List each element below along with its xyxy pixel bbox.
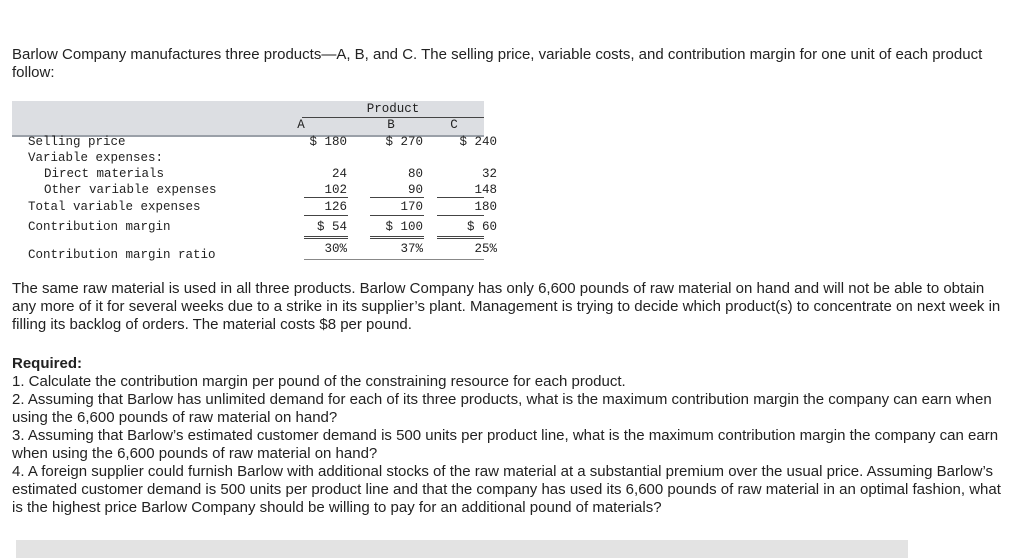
rule-a-total xyxy=(304,215,348,216)
required-list xyxy=(12,373,1002,517)
row-label-variable-expenses: Variable expenses: xyxy=(28,151,164,165)
direct-materials-c: 32 xyxy=(481,167,497,181)
contribution-margin-b: $ 100 xyxy=(385,220,423,234)
selling-price-a: $ 180 xyxy=(309,135,347,149)
intro-paragraph: Barlow Company manufactures three products—A, B, and C. The selling price, variable costs, and contribution margin for one unit of each product follow: xyxy=(12,46,983,81)
cm-ratio-a: 30% xyxy=(324,242,347,256)
product-group-header: Product xyxy=(366,102,420,116)
row-label-total-variable: Total variable expenses xyxy=(28,200,201,214)
required-item-4: 4. A foreign supplier could furnish Barlow with additional stocks of the raw material at a substantial premium over the usual price. Assuming Barlow’s estimated customer demand is 500 units per product line and that the company has used its 6,600 pounds of raw material in an optimal fashion, what is the highest price Barlow Company should be willing to pay for an additional pound of materials? xyxy=(12,463,1001,516)
other-variable-c: 148 xyxy=(474,183,497,197)
total-variable-b: 170 xyxy=(400,200,423,214)
direct-materials-a: 24 xyxy=(331,167,347,181)
contribution-margin-a: $ 54 xyxy=(316,220,347,234)
row-label-contribution-margin: Contribution margin xyxy=(28,220,171,234)
column-header-c: C xyxy=(450,118,458,132)
double-rule-a xyxy=(304,236,348,239)
selling-price-b: $ 270 xyxy=(385,135,423,149)
product-cost-table xyxy=(12,101,497,262)
required-heading: Required: xyxy=(12,355,83,372)
cm-ratio-c: 25% xyxy=(474,242,497,256)
total-variable-c: 180 xyxy=(474,200,497,214)
table-bottom-rule xyxy=(304,259,484,260)
cm-ratio-b: 37% xyxy=(400,242,423,256)
required-item-1: 1. Calculate the contribution margin per pound of the constraining resource for each product. xyxy=(12,373,626,390)
rule-c-subtotal xyxy=(437,197,484,198)
double-rule-b xyxy=(370,236,424,239)
row-label-direct-materials: Direct materials xyxy=(44,167,165,181)
column-header-a: A xyxy=(297,118,305,132)
contribution-margin-c: $ 60 xyxy=(466,220,497,234)
column-header-b: B xyxy=(387,118,395,132)
total-variable-a: 126 xyxy=(324,200,347,214)
other-variable-b: 90 xyxy=(407,183,423,197)
double-rule-c xyxy=(437,236,484,239)
row-label-other-variable: Other variable expenses xyxy=(44,183,217,197)
selling-price-c: $ 240 xyxy=(459,135,497,149)
rule-a-subtotal xyxy=(304,197,348,198)
rule-b-total xyxy=(370,215,424,216)
rule-c-total xyxy=(437,215,484,216)
other-variable-a: 102 xyxy=(324,183,347,197)
rule-b-subtotal xyxy=(370,197,424,198)
answer-area-bar xyxy=(16,540,908,558)
required-item-2: 2. Assuming that Barlow has unlimited demand for each of its three products, what is the maximum contribution margin the company can earn when using the 6,600 pounds of raw material on hand? xyxy=(12,391,992,426)
row-label-selling-price: Selling price xyxy=(28,135,126,149)
row-label-cm-ratio: Contribution margin ratio xyxy=(28,248,216,262)
scenario-paragraph: The same raw material is used in all three products. Barlow Company has only 6,600 pounds of raw material on hand and will not be able to obtain any more of it for several weeks due to a strike in its supplier’s plant. Management is trying to decide which product(s) to concentrate on next week in filling its backlog of orders. The material costs $8 per pound. xyxy=(12,280,1001,333)
required-item-3: 3. Assuming that Barlow’s estimated customer demand is 500 units per product line, what is the maximum contribution margin the company can earn when using the 6,600 pounds of raw material on hand? xyxy=(12,427,999,462)
direct-materials-b: 80 xyxy=(407,167,423,181)
